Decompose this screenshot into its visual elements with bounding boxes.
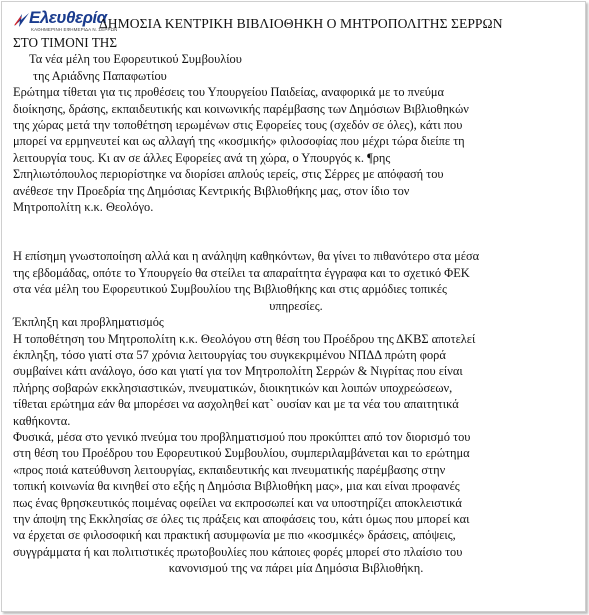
text-line: Η τοποθέτηση του Μητροπολίτη κ.κ. Θεολόγου στη θέση του Προέδρου της ΔΚΒΣ αποτελεί bbox=[13, 331, 476, 346]
text-line: τίθεται ερώτημα εάν θα μπορέσει να ασχοληθεί κατ` ουσίαν και με τα νέα του απαιτητικά bbox=[13, 397, 459, 412]
text-line: της χώρας μετά την τοποθέτηση ιερωμένων στις Εφορείες τους (σχεδόν σε όλες), κάτι που bbox=[13, 118, 463, 133]
text-line: λειτουργία τους. Κι αν σε άλλες Εφορείες ανά τη χώρα, ο Υπουργός κ. ¶ρης bbox=[13, 150, 391, 165]
logo-tagline: ΚΑΘΗΜΕΡΙΝΗ ΕΦΗΜΕΡΙΔΑ Ν. ΣΕΡΡΩΝ bbox=[31, 27, 118, 32]
newspaper-logo bbox=[13, 8, 118, 36]
text-line: κανονισμού της να πάρει μία Δημόσια Βιβλιοθήκη. bbox=[168, 561, 424, 576]
text-line: συμβαίνει κάτι ανάλογο, όσο και γιατί για τον Μητροπολίτη Σερρών & Νιγρίτας που είναι bbox=[13, 364, 463, 379]
text-line: να έρχεται σε φιλοσοφική και πρακτική ασυμφωνία με πιο «κοσμικές» δράσεις, απόψεις, bbox=[13, 528, 456, 543]
text-line: συγγράμματα ή και πολιτιστικές πρωτοβουλίες που κάποιες φορές μπορεί στο πλαίσιο του bbox=[13, 544, 463, 559]
text-line: πλήρης σοβαρών εκκλησιαστικών, πνευματικών, διοικητικών και λοιπών υποχρεώσεων, bbox=[13, 380, 453, 395]
article-title-line2: ΣΤΟ ΤΙΜΟΝΙ ΤΗΣ bbox=[13, 35, 117, 50]
text-line: την άποψη της Εκκλησίας σε όλες τις πράξεις και αποφάσεις του, κάτι όμως που μπορεί και bbox=[13, 511, 470, 526]
article-title-line1: ΔΗΜΟΣΙΑ ΚΕΝΤΡΙΚΗ ΒΙΒΛΙΟΘΗΚΗ Ο ΜΗΤΡΟΠΟΛΙΤΗΣ ΣΕΡΡΩΝ bbox=[99, 16, 503, 31]
blank-space bbox=[13, 215, 579, 248]
logo-name: Ελευθερία bbox=[29, 8, 107, 27]
article-header bbox=[13, 8, 579, 36]
text-line: διοίκησης, δράσης, εκπαιδευτικής και κοινωνικής παρέμβασης των Δημόσιων Βιβλιοθηκών bbox=[13, 101, 469, 116]
paragraph-1 bbox=[13, 84, 579, 215]
clipping-frame bbox=[1, 1, 586, 612]
paragraph-3 bbox=[13, 331, 579, 429]
paragraph-2 bbox=[13, 248, 579, 314]
text-line: Φυσικά, μέσα στο γενικό πνεύμα του προβληματισμού που προκύπτει από τον διορισμό του bbox=[13, 429, 471, 444]
text-line: στα νέα μέλη του Εφορευτικού Συμβουλίου της Βιβλιοθήκης και στις αρμόδιες τοπικές bbox=[13, 282, 447, 297]
article-byline: της Αριάδνης Παπαφωτίου bbox=[33, 68, 167, 83]
text-line: μπορεί να ερμηνευτεί και ως αλλαγή της «κοσμικής» φιλοσοφίας που μέχρι τώρα διείπε τη bbox=[13, 134, 465, 149]
paragraph-4 bbox=[13, 429, 579, 577]
text-line: έκπληξη, τόσο γιατί στα 57 χρόνια λειτουργίας του συγκεκριμένου ΝΠΔΔ πρώτη φορά bbox=[13, 347, 446, 362]
section-heading: Έκπληξη και προβληματισμός bbox=[13, 315, 164, 330]
text-line: καθήκοντα. bbox=[13, 413, 71, 428]
text-line: Σπηλιωτόπουλος περιορίστηκε να διορίσει απλούς ιερείς, στις Σέρρες με απόφασή του bbox=[13, 167, 444, 182]
text-line: τοπική κοινωνία θα κινηθεί στο εξής η Δημόσια Βιβλιοθήκη μας», μια και είναι προφανές bbox=[13, 479, 460, 494]
text-line: Ερώτημα τίθεται για τις προθέσεις του Υπουργείου Παιδείας, αναφορικά με το πνεύμα bbox=[13, 85, 445, 100]
text-line: Μητροπολίτη κ.κ. Θεολόγο. bbox=[13, 200, 154, 215]
article-subtitle: Τα νέα μέλη του Εφορευτικού Συμβουλίου bbox=[29, 52, 242, 67]
text-line: της εβδομάδας, οπότε το Υπουργείο θα στείλει τα απαραίτητα έγγραφα και το σχετικό ΦΕΚ bbox=[13, 265, 470, 280]
text-line: στη θέση του Προέδρου του Εφορευτικού Συμβουλίου, συμπεριλαμβάνεται και το ερώτημα bbox=[13, 446, 470, 461]
text-line: υπηρεσίες. bbox=[269, 298, 323, 313]
text-line: «προς ποιά κατεύθυνση λειτουργίας, εκπαιδευτικής και πνευματικής παρέμβασης στην bbox=[13, 462, 446, 477]
text-line: πως ένας θρησκευτικός ποιμένας οφείλει να εκπροσωπεί και να υποστηρίζει αποκλειστικά bbox=[13, 495, 462, 510]
text-line: Η επίσημη γνωστοποίηση αλλά και η ανάληψη καθηκόντων, θα γίνει το πιθανότερο στα μέσα bbox=[13, 249, 480, 264]
article-body bbox=[13, 35, 579, 577]
text-line: ανέθεσε την Προεδρία της Δημόσιας Κεντρικής Βιβλιοθήκης μας, στον ίδιο τον bbox=[13, 183, 410, 198]
